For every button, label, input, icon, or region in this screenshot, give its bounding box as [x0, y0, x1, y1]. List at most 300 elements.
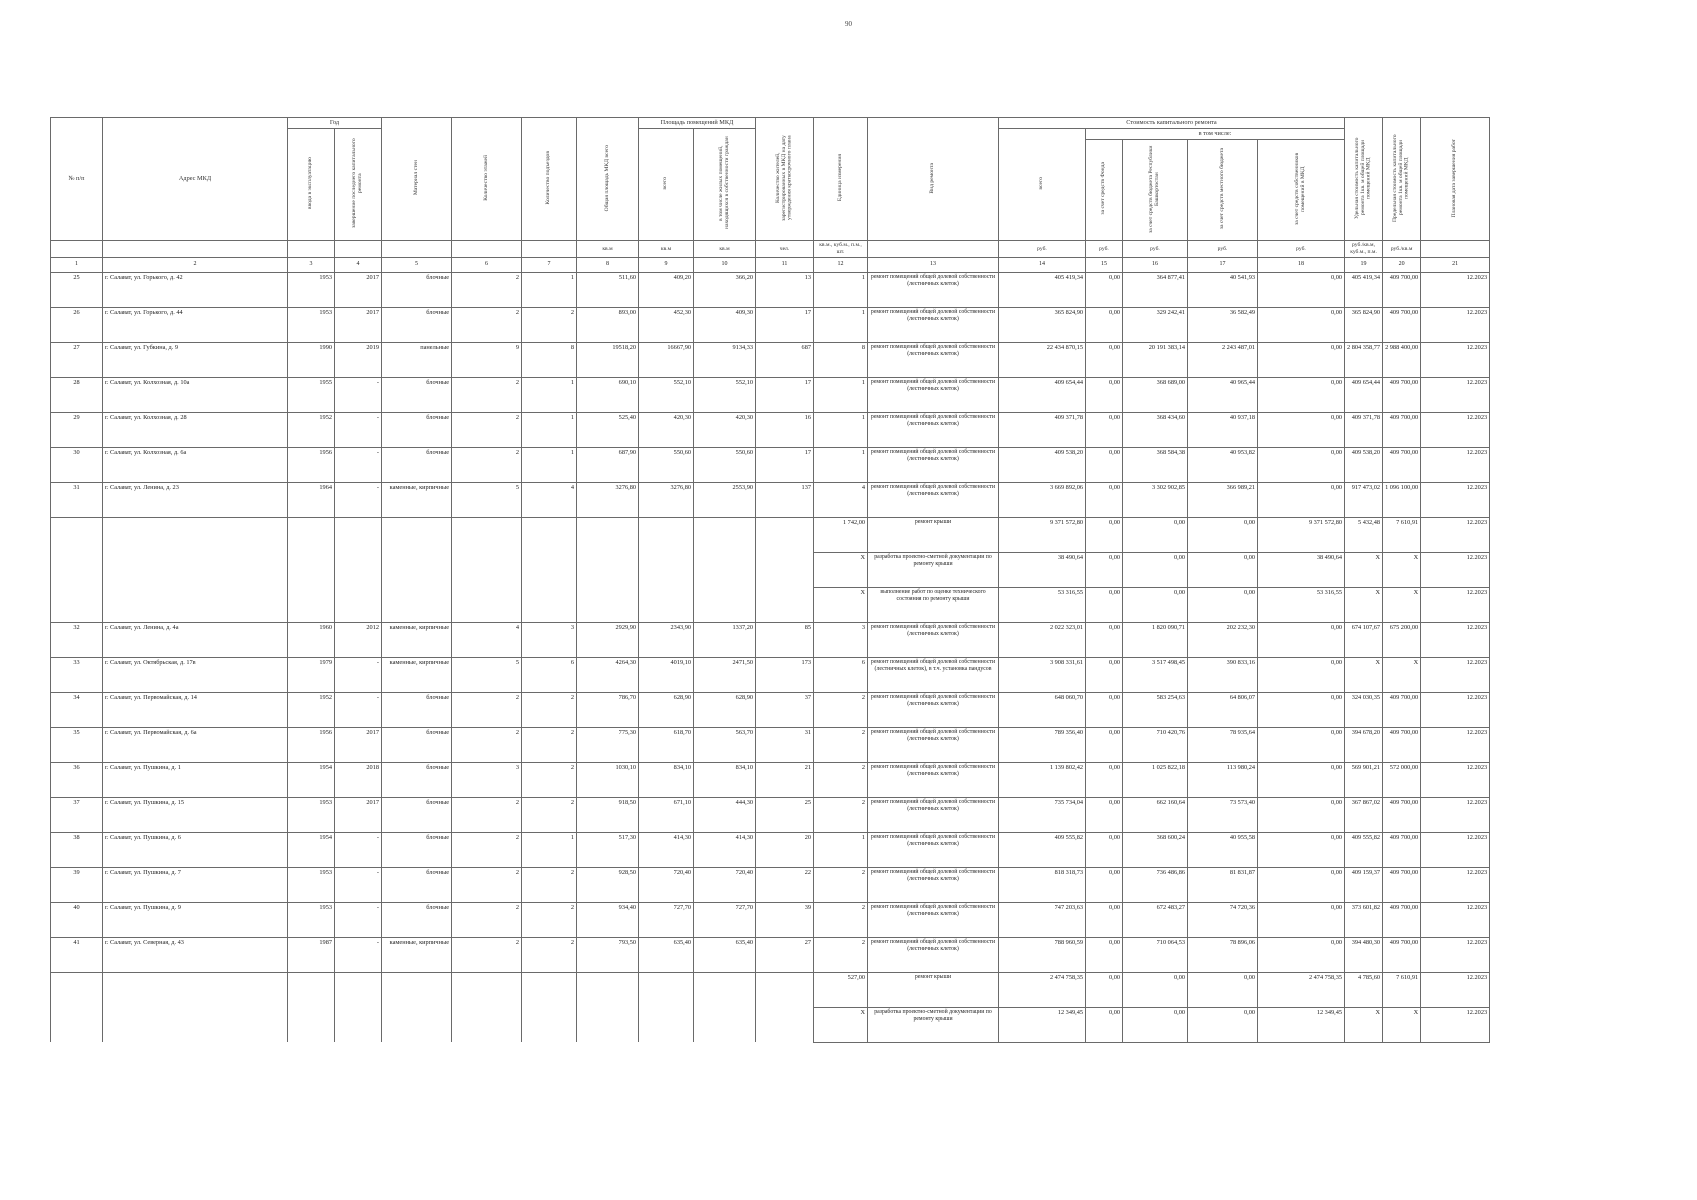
- header-entrances: Количество подъездов: [522, 118, 577, 241]
- unit-label: руб.: [1258, 241, 1345, 258]
- table-row: [51, 972, 1490, 1007]
- header-area-all: всего: [639, 129, 694, 241]
- column-number: 17: [1188, 257, 1258, 272]
- residents-cell: 85: [756, 622, 814, 657]
- empty-cell: [51, 972, 103, 1007]
- year-built-cell: 1953: [288, 867, 335, 902]
- work-type-cell: ремонт помещений общей долевой собственности (лестничных клеток): [868, 692, 999, 727]
- max-cost-cell: 409 700,00: [1383, 447, 1421, 482]
- cost-total-cell: 2 474 758,35: [999, 972, 1086, 1007]
- empty-cell: [103, 972, 288, 1007]
- floors-cell: 2: [452, 727, 522, 762]
- deadline-cell: 12.2023: [1421, 272, 1490, 307]
- floors-cell: 2: [452, 692, 522, 727]
- cost-republic-cell: 0,00: [1123, 587, 1188, 622]
- entrances-cell: 2: [522, 692, 577, 727]
- address-cell: г. Салават, ул. Северная, д. 43: [103, 937, 288, 972]
- floors-cell: 2: [452, 902, 522, 937]
- table-row: [51, 587, 1490, 622]
- header-deadline: Плановая дата завершения работ: [1421, 118, 1490, 241]
- cost-owners-cell: 0,00: [1258, 307, 1345, 342]
- deadline-cell: 12.2023: [1421, 412, 1490, 447]
- max-cost-cell: 2 988 400,00: [1383, 342, 1421, 377]
- empty-cell: [288, 587, 335, 622]
- residents-cell: 137: [756, 482, 814, 517]
- cost-total-cell: 788 960,59: [999, 937, 1086, 972]
- unit-cost-cell: X: [1345, 552, 1383, 587]
- residents-cell: 13: [756, 272, 814, 307]
- work-type-cell: ремонт крыши: [868, 972, 999, 1007]
- column-number: 3: [288, 257, 335, 272]
- empty-cell: [522, 517, 577, 552]
- header-cost-local: за счет средств местного бюджета: [1188, 139, 1258, 241]
- area-all-cell: 420,30: [639, 412, 694, 447]
- empty-cell: [103, 1007, 288, 1042]
- entrances-cell: 6: [522, 657, 577, 692]
- area-residential-cell: 366,20: [694, 272, 756, 307]
- cost-fund-cell: 0,00: [1086, 832, 1123, 867]
- empty-cell: [756, 587, 814, 622]
- cost-total-cell: 3 669 892,06: [999, 482, 1086, 517]
- year-built-cell: 1952: [288, 692, 335, 727]
- cost-owners-cell: 0,00: [1258, 902, 1345, 937]
- deadline-cell: 12.2023: [1421, 482, 1490, 517]
- header-cost-total: всего: [999, 129, 1086, 241]
- year-built-cell: 1960: [288, 622, 335, 657]
- unit-cost-cell: 674 107,67: [1345, 622, 1383, 657]
- repair-plan-table: [50, 117, 1490, 1043]
- table-row: [51, 552, 1490, 587]
- unit-cost-cell: 367 867,02: [1345, 797, 1383, 832]
- empty-cell: [382, 587, 452, 622]
- unit-label: кв.м: [694, 241, 756, 258]
- max-cost-cell: 409 700,00: [1383, 832, 1421, 867]
- address-cell: г. Салават, ул. Первомайская, д. 6а: [103, 727, 288, 762]
- cost-local-cell: 0,00: [1188, 972, 1258, 1007]
- residents-cell: 20: [756, 832, 814, 867]
- area-residential-cell: 1337,20: [694, 622, 756, 657]
- work-type-cell: ремонт помещений общей долевой собственности (лестничных клеток), в т.ч. установка пандусов: [868, 657, 999, 692]
- area-residential-cell: 628,90: [694, 692, 756, 727]
- floors-cell: 2: [452, 447, 522, 482]
- total-area-cell: 918,50: [577, 797, 639, 832]
- deadline-cell: 12.2023: [1421, 867, 1490, 902]
- year-built-cell: 1953: [288, 902, 335, 937]
- wall-material-cell: блочные: [382, 762, 452, 797]
- unit-label: чел.: [756, 241, 814, 258]
- entrances-cell: 1: [522, 832, 577, 867]
- max-cost-cell: X: [1383, 552, 1421, 587]
- area-all-cell: 671,10: [639, 797, 694, 832]
- cost-total-cell: 405 419,34: [999, 272, 1086, 307]
- measure-cell: 2: [814, 867, 868, 902]
- deadline-cell: 12.2023: [1421, 692, 1490, 727]
- year-repair-cell: -: [335, 377, 382, 412]
- empty-cell: [103, 517, 288, 552]
- max-cost-cell: 409 700,00: [1383, 867, 1421, 902]
- header-year: Год: [288, 118, 382, 129]
- unit-label: руб.: [1188, 241, 1258, 258]
- entrances-cell: 1: [522, 272, 577, 307]
- area-residential-cell: 834,10: [694, 762, 756, 797]
- deadline-cell: 12.2023: [1421, 622, 1490, 657]
- cost-fund-cell: 0,00: [1086, 1007, 1123, 1042]
- cost-owners-cell: 0,00: [1258, 482, 1345, 517]
- work-type-cell: ремонт помещений общей долевой собственности (лестничных клеток): [868, 867, 999, 902]
- entrances-cell: 2: [522, 867, 577, 902]
- header-measure-unit: Единица измерения: [814, 118, 868, 241]
- unit-cost-cell: 409 371,78: [1345, 412, 1383, 447]
- total-area-cell: 2929,90: [577, 622, 639, 657]
- header-total-area: Общая площадь МКД всего: [577, 118, 639, 241]
- unit-cost-cell: 4 785,60: [1345, 972, 1383, 1007]
- cost-republic-cell: 710 064,53: [1123, 937, 1188, 972]
- address-cell: г. Салават, ул. Ленина, д. 23: [103, 482, 288, 517]
- cost-total-cell: 22 434 870,15: [999, 342, 1086, 377]
- empty-cell: [103, 587, 288, 622]
- cost-owners-cell: 0,00: [1258, 762, 1345, 797]
- empty-cell: [51, 587, 103, 622]
- table-row: [51, 832, 1490, 867]
- row-number: 27: [51, 342, 103, 377]
- max-cost-cell: 675 200,00: [1383, 622, 1421, 657]
- max-cost-cell: 7 610,91: [1383, 972, 1421, 1007]
- cost-owners-cell: 0,00: [1258, 657, 1345, 692]
- cost-total-cell: 818 318,73: [999, 867, 1086, 902]
- unit-cost-cell: 394 678,20: [1345, 727, 1383, 762]
- empty-cell: [103, 552, 288, 587]
- cost-total-cell: 12 349,45: [999, 1007, 1086, 1042]
- address-cell: г. Салават, ул. Колхозная, д. 28: [103, 412, 288, 447]
- cost-local-cell: 0,00: [1188, 587, 1258, 622]
- floors-cell: 2: [452, 412, 522, 447]
- cost-republic-cell: 368 434,60: [1123, 412, 1188, 447]
- area-all-cell: 618,70: [639, 727, 694, 762]
- total-area-cell: 690,10: [577, 377, 639, 412]
- row-number: 29: [51, 412, 103, 447]
- empty-cell: [694, 517, 756, 552]
- entrances-cell: 2: [522, 727, 577, 762]
- year-repair-cell: -: [335, 482, 382, 517]
- entrances-cell: 2: [522, 797, 577, 832]
- area-all-cell: 409,20: [639, 272, 694, 307]
- residents-cell: 16: [756, 412, 814, 447]
- row-number: 38: [51, 832, 103, 867]
- row-number: 40: [51, 902, 103, 937]
- measure-cell: 2: [814, 727, 868, 762]
- residents-cell: 27: [756, 937, 814, 972]
- area-all-cell: 834,10: [639, 762, 694, 797]
- deadline-cell: 12.2023: [1421, 832, 1490, 867]
- cost-total-cell: 789 356,40: [999, 727, 1086, 762]
- cost-owners-cell: 0,00: [1258, 622, 1345, 657]
- capital-repair-register: [50, 117, 1490, 1043]
- table-body: [51, 272, 1490, 1042]
- cost-republic-cell: 3 517 498,45: [1123, 657, 1188, 692]
- max-cost-cell: 409 700,00: [1383, 727, 1421, 762]
- cost-fund-cell: 0,00: [1086, 972, 1123, 1007]
- address-cell: г. Салават, ул. Пушкина, д. 15: [103, 797, 288, 832]
- total-area-cell: 775,30: [577, 727, 639, 762]
- max-cost-cell: 409 700,00: [1383, 272, 1421, 307]
- year-repair-cell: -: [335, 412, 382, 447]
- address-cell: г. Салават, ул. Пушкина, д. 6: [103, 832, 288, 867]
- cost-local-cell: 202 232,30: [1188, 622, 1258, 657]
- empty-cell: [335, 1007, 382, 1042]
- column-number: 8: [577, 257, 639, 272]
- cost-republic-cell: 3 302 902,85: [1123, 482, 1188, 517]
- empty-cell: [335, 552, 382, 587]
- address-cell: г. Салават, ул. Губкина, д. 9: [103, 342, 288, 377]
- residents-cell: 17: [756, 447, 814, 482]
- cost-local-cell: 40 541,93: [1188, 272, 1258, 307]
- work-type-cell: ремонт помещений общей долевой собственности (лестничных клеток): [868, 832, 999, 867]
- cost-owners-cell: 0,00: [1258, 692, 1345, 727]
- table-row: [51, 937, 1490, 972]
- residents-cell: 31: [756, 727, 814, 762]
- wall-material-cell: блочные: [382, 902, 452, 937]
- address-cell: г. Салават, ул. Колхозная, д. 10а: [103, 377, 288, 412]
- table-row: [51, 307, 1490, 342]
- empty-cell: [639, 517, 694, 552]
- column-number: 2: [103, 257, 288, 272]
- wall-material-cell: блочные: [382, 447, 452, 482]
- wall-material-cell: блочные: [382, 412, 452, 447]
- cost-local-cell: 2 243 487,01: [1188, 342, 1258, 377]
- empty-cell: [288, 1007, 335, 1042]
- work-type-cell: ремонт помещений общей долевой собственности (лестничных клеток): [868, 902, 999, 937]
- empty-cell: [577, 972, 639, 1007]
- area-residential-cell: 9134,33: [694, 342, 756, 377]
- header-work-type: Вид ремонта: [868, 118, 999, 241]
- row-number: 25: [51, 272, 103, 307]
- cost-republic-cell: 1 820 090,71: [1123, 622, 1188, 657]
- empty-cell: [756, 972, 814, 1007]
- area-all-cell: 16667,90: [639, 342, 694, 377]
- header-residents: Количество жителей, зарегистрированных в МКД на дату утверждения краткосрочного плана: [756, 118, 814, 241]
- floors-cell: 2: [452, 272, 522, 307]
- cost-local-cell: 40 953,82: [1188, 447, 1258, 482]
- cost-fund-cell: 0,00: [1086, 377, 1123, 412]
- cost-local-cell: 81 831,87: [1188, 867, 1258, 902]
- empty-cell: [694, 552, 756, 587]
- unit-cost-cell: 409 555,82: [1345, 832, 1383, 867]
- table-row: [51, 867, 1490, 902]
- cost-local-cell: 40 937,18: [1188, 412, 1258, 447]
- unit-label: руб./кв.м: [1383, 241, 1421, 258]
- cost-fund-cell: 0,00: [1086, 622, 1123, 657]
- empty-cell: [335, 517, 382, 552]
- deadline-cell: 12.2023: [1421, 762, 1490, 797]
- residents-cell: 25: [756, 797, 814, 832]
- header-cost-including: в том числе:: [1086, 129, 1345, 140]
- entrances-cell: 1: [522, 447, 577, 482]
- cost-total-cell: 53 316,55: [999, 587, 1086, 622]
- floors-cell: 2: [452, 377, 522, 412]
- empty-cell: [522, 972, 577, 1007]
- measure-cell: 2: [814, 902, 868, 937]
- cost-total-cell: 409 371,78: [999, 412, 1086, 447]
- empty-cell: [577, 1007, 639, 1042]
- year-built-cell: 1954: [288, 762, 335, 797]
- max-cost-cell: 409 700,00: [1383, 902, 1421, 937]
- entrances-cell: 2: [522, 937, 577, 972]
- cost-owners-cell: 0,00: [1258, 867, 1345, 902]
- year-built-cell: 1952: [288, 412, 335, 447]
- row-number: 35: [51, 727, 103, 762]
- floors-cell: 5: [452, 657, 522, 692]
- empty-cell: [522, 587, 577, 622]
- cost-local-cell: 40 965,44: [1188, 377, 1258, 412]
- cost-fund-cell: 0,00: [1086, 412, 1123, 447]
- year-repair-cell: 2017: [335, 272, 382, 307]
- cost-total-cell: 409 555,82: [999, 832, 1086, 867]
- cost-local-cell: 73 573,40: [1188, 797, 1258, 832]
- area-residential-cell: 552,10: [694, 377, 756, 412]
- empty-cell: [288, 517, 335, 552]
- empty-cell: [639, 552, 694, 587]
- header-no: № п/п: [51, 118, 103, 241]
- year-built-cell: 1953: [288, 797, 335, 832]
- wall-material-cell: блочные: [382, 272, 452, 307]
- floors-cell: 3: [452, 762, 522, 797]
- empty-cell: [639, 587, 694, 622]
- measure-cell: X: [814, 587, 868, 622]
- measure-cell: 3: [814, 622, 868, 657]
- measure-cell: 1: [814, 412, 868, 447]
- wall-material-cell: блочные: [382, 307, 452, 342]
- year-repair-cell: -: [335, 692, 382, 727]
- floors-cell: 9: [452, 342, 522, 377]
- cost-owners-cell: 9 371 572,80: [1258, 517, 1345, 552]
- empty-cell: [756, 517, 814, 552]
- column-number: 4: [335, 257, 382, 272]
- cost-owners-cell: 0,00: [1258, 447, 1345, 482]
- column-number: 10: [694, 257, 756, 272]
- empty-cell: [382, 972, 452, 1007]
- address-cell: г. Салават, ул. Пушкина, д. 9: [103, 902, 288, 937]
- measure-cell: 1: [814, 447, 868, 482]
- column-number: 12: [814, 257, 868, 272]
- max-cost-cell: 409 700,00: [1383, 377, 1421, 412]
- cost-fund-cell: 0,00: [1086, 762, 1123, 797]
- cost-fund-cell: 0,00: [1086, 447, 1123, 482]
- unit-label: руб.: [1086, 241, 1123, 258]
- cost-owners-cell: 0,00: [1258, 412, 1345, 447]
- cost-fund-cell: 0,00: [1086, 552, 1123, 587]
- cost-total-cell: 735 734,04: [999, 797, 1086, 832]
- cost-fund-cell: 0,00: [1086, 867, 1123, 902]
- row-number: 31: [51, 482, 103, 517]
- cost-fund-cell: 0,00: [1086, 657, 1123, 692]
- work-type-cell: ремонт помещений общей долевой собственности (лестничных клеток): [868, 447, 999, 482]
- row-number: 36: [51, 762, 103, 797]
- column-number: 5: [382, 257, 452, 272]
- wall-material-cell: каменные, кирпичные: [382, 657, 452, 692]
- area-residential-cell: 444,30: [694, 797, 756, 832]
- unit-cost-cell: 324 030,35: [1345, 692, 1383, 727]
- cost-fund-cell: 0,00: [1086, 727, 1123, 762]
- year-built-cell: 1955: [288, 377, 335, 412]
- year-built-cell: 1953: [288, 307, 335, 342]
- cost-total-cell: 648 060,70: [999, 692, 1086, 727]
- year-repair-cell: -: [335, 832, 382, 867]
- table-header: [51, 118, 1490, 273]
- header-cost-republic: за счет средств бюджета Республики Башкортостан: [1123, 139, 1188, 241]
- unit-cost-cell: 917 473,02: [1345, 482, 1383, 517]
- wall-material-cell: блочные: [382, 797, 452, 832]
- max-cost-cell: 1 096 100,00: [1383, 482, 1421, 517]
- measure-cell: 2: [814, 692, 868, 727]
- measure-cell: 1 742,00: [814, 517, 868, 552]
- row-number: 34: [51, 692, 103, 727]
- entrances-cell: 2: [522, 762, 577, 797]
- header-year-commissioning: ввода в эксплуатацию: [288, 129, 335, 241]
- measure-cell: X: [814, 1007, 868, 1042]
- total-area-cell: 4264,30: [577, 657, 639, 692]
- year-repair-cell: 2017: [335, 307, 382, 342]
- cost-republic-cell: 0,00: [1123, 517, 1188, 552]
- table-row: [51, 342, 1490, 377]
- total-area-cell: 687,90: [577, 447, 639, 482]
- deadline-cell: 12.2023: [1421, 587, 1490, 622]
- address-cell: г. Салават, ул. Пушкина, д. 1: [103, 762, 288, 797]
- work-type-cell: ремонт помещений общей долевой собственности (лестничных клеток): [868, 622, 999, 657]
- max-cost-cell: X: [1383, 587, 1421, 622]
- floors-cell: 5: [452, 482, 522, 517]
- work-type-cell: ремонт помещений общей долевой собственности (лестничных клеток): [868, 307, 999, 342]
- empty-cell: [694, 587, 756, 622]
- measure-cell: X: [814, 552, 868, 587]
- area-residential-cell: 550,60: [694, 447, 756, 482]
- deadline-cell: 12.2023: [1421, 727, 1490, 762]
- cost-fund-cell: 0,00: [1086, 517, 1123, 552]
- header-floors: Количество этажей: [452, 118, 522, 241]
- max-cost-cell: 572 000,00: [1383, 762, 1421, 797]
- header-wall-material: Материал стен: [382, 118, 452, 241]
- cost-republic-cell: 368 584,38: [1123, 447, 1188, 482]
- column-number: 20: [1383, 257, 1421, 272]
- empty-cell: [452, 517, 522, 552]
- column-number: 21: [1421, 257, 1490, 272]
- header-cost: Стоимость капитального ремонта: [999, 118, 1345, 129]
- wall-material-cell: блочные: [382, 377, 452, 412]
- cost-republic-cell: 710 420,76: [1123, 727, 1188, 762]
- cost-local-cell: 390 833,16: [1188, 657, 1258, 692]
- cost-republic-cell: 368 689,00: [1123, 377, 1188, 412]
- year-repair-cell: -: [335, 902, 382, 937]
- cost-republic-cell: 0,00: [1123, 1007, 1188, 1042]
- work-type-cell: ремонт помещений общей долевой собственности (лестничных клеток): [868, 727, 999, 762]
- wall-material-cell: блочные: [382, 832, 452, 867]
- unit-cost-cell: 394 480,30: [1345, 937, 1383, 972]
- max-cost-cell: 409 700,00: [1383, 937, 1421, 972]
- cost-local-cell: 366 989,21: [1188, 482, 1258, 517]
- wall-material-cell: каменные, кирпичные: [382, 622, 452, 657]
- empty-cell: [382, 1007, 452, 1042]
- total-area-cell: 3276,80: [577, 482, 639, 517]
- address-cell: г. Салават, ул. Пушкина, д. 7: [103, 867, 288, 902]
- unit-cost-cell: 373 601,82: [1345, 902, 1383, 937]
- work-type-cell: ремонт помещений общей долевой собственности (лестничных клеток): [868, 482, 999, 517]
- cost-republic-cell: 1 025 822,18: [1123, 762, 1188, 797]
- year-repair-cell: 2017: [335, 797, 382, 832]
- cost-fund-cell: 0,00: [1086, 937, 1123, 972]
- measure-cell: 1: [814, 307, 868, 342]
- cost-total-cell: 1 139 802,42: [999, 762, 1086, 797]
- column-number: 18: [1258, 257, 1345, 272]
- residents-cell: 39: [756, 902, 814, 937]
